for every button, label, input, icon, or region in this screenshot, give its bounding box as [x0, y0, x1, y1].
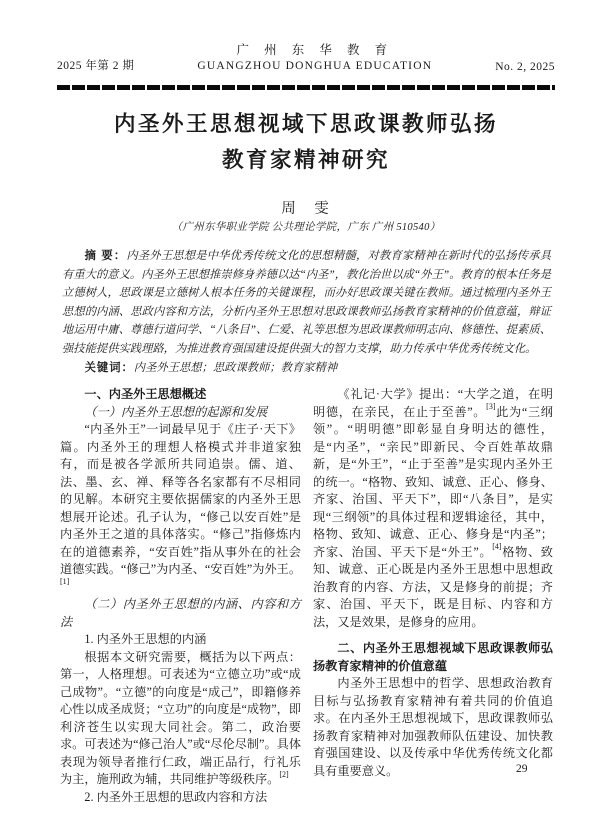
- journal-name-cn: 广 州 东 华 教 育: [236, 43, 394, 57]
- abstract-paragraph: [62, 247, 551, 359]
- page-number: 29: [516, 763, 528, 775]
- article-title-line1: 内圣外王思想视域下思政课教师弘扬: [113, 112, 498, 136]
- paragraph-text: “内圣外王”一词最早见于《庄子·天下》篇。内圣外王的理想人格模式并非道家独有，而是被各学派所共同追崇。儒、道、法、墨、玄、禅、释等各名家都有不尽相同的见解。本研究主要依据儒家的内圣外王思想展开论述。孔子认为，“修己以安百姓”是内圣外王之道的具体落实。“修己”指修炼内在的道德素养，“安百姓”指从事外在的社会道德实践。“修己”为内圣、“安百姓”为外王。: [60, 422, 302, 576]
- keywords-line: [62, 359, 551, 378]
- keywords-text: 内圣外王思想；思政课教师；教育家精神: [133, 361, 338, 374]
- section-heading-1: 一、内圣外王思想概述: [84, 387, 207, 401]
- author-affiliation: （广州东华职业学院 公共理论学院，广东 广州 510540）: [171, 222, 441, 233]
- paragraph: 内圣外王思想中的哲学、思想政治教育目标与弘扬教育家精神有着共同的价值追求。在内圣外王思想视域下，思政课教师弘扬教育家精神对加强教师队伍建设、加快教育强国建设、以及传承中华优秀传统文化都具有重要意义。: [313, 676, 553, 778]
- section-heading-2: 二、内圣外王思想视域下思政课教师弘扬教育家精神的价值意蕴: [313, 641, 553, 673]
- subsubsection-heading-2: 2. 内圣外王思想的思政内容和方法: [84, 789, 268, 804]
- subsection-heading-1-2: （二）内圣外王思想的内涵、内容和方法: [60, 597, 301, 629]
- paragraph: [60, 421, 301, 596]
- body-column-right: [313, 386, 553, 780]
- keywords-label: 关键词：: [84, 361, 134, 374]
- subsubsection-heading-1: 1. 内圣外王思想的内涵: [84, 632, 207, 646]
- paragraph-text: 此为“三纲领”。“明明德”即彰显自身明达的德性，是“内圣”，“亲民”即新民、令百姓革故鼎新，是“外王”，“止于至善”是实现内圣外王的统一。“格物、致知、诚意、正心、修身、齐家、治国、平天下”，即“八条目”，是实现“三纲领”的具体过程和逻辑途径，其中，格物、致知、诚意、正心、修身是“内圣”；齐家、治国、平天下是“外王”。: [313, 404, 553, 559]
- citation-marker-4: [4]: [492, 542, 502, 552]
- issue-info-en: No. 2, 2025: [495, 61, 555, 73]
- author-name: 周 雯: [281, 201, 331, 217]
- paragraph-text: 格物、致知、诚意、正心既是内圣外王思想中思想政治教育的内容、方法，又是修身的前提；齐家、治国、平天下，既是目标、内容和方法，又是效果，是修身的应用。: [313, 544, 553, 629]
- abstract-text: 内圣外王思想是中华优秀传统文化的思想精髓，对教育家精神在新时代的弘扬传承具有重大的意义。内圣外王思想推崇修身养德以达“内圣”，教化治世以成“外王”。教育的根本任务是立德树人，思政课是立德树人根本任务的关键课程，而办好思政课关键在教师。通过梳理内圣外王思想的内涵、思政内容和方法，分析内圣外王思想对思政课教师弘扬教育家精神的价值意蕴，辩证地运用中庸、尊德行道问学、“八条目”、仁爱、礼等思想为思政课教师明志向、修德性、提素质、强技能提供实践理路，为推进教育强国建设提供强大的智力支撑，助力传承中华优秀传统文化。: [62, 250, 552, 355]
- journal-name-en: GUANGZHOU DONGHUA EDUCATION: [197, 60, 433, 72]
- abstract-label: 摘 要：: [84, 250, 127, 262]
- citation-marker-2: [2]: [279, 769, 289, 779]
- subsection-heading-1-1: （一）内圣外王思想的起源和发展: [84, 404, 268, 419]
- journal-header: [57, 42, 555, 74]
- journal-name-block: [134, 42, 495, 74]
- article-title: [30, 106, 582, 178]
- issue-info-cn: 2025 年第 2 期: [57, 60, 135, 72]
- body-column-left: [60, 386, 301, 806]
- abstract-block: [62, 247, 551, 377]
- article-title-line2: 教育家精神研究: [221, 148, 390, 172]
- citation-marker-1: [1]: [60, 577, 70, 587]
- paragraph: [60, 649, 301, 789]
- paragraph-text: 根据本文研究需要，概括为以下两点：第一，人格理想。可表述为“立德立功”或“成己成物”。“立德”的向度是“成己”，即籍修养心性以成圣成贤；“立功”的向度是“成物”，即利济苍生以实现大同社会。第二，政治要求。可表述为“修己治人”或“尽伦尽制”。具体表现为领导者推行仁政，端正品行，行礼乐为主，施刑政为辅，共同维护等级秩序。: [60, 649, 302, 786]
- paragraph: [313, 386, 553, 631]
- header-divider-rule: [57, 85, 555, 90]
- citation-marker-3: [3]: [486, 402, 496, 412]
- paragraph-text: 《礼记·大学》提出：“大学之道，在明明德，在亲民，在止于至善”。: [313, 387, 553, 419]
